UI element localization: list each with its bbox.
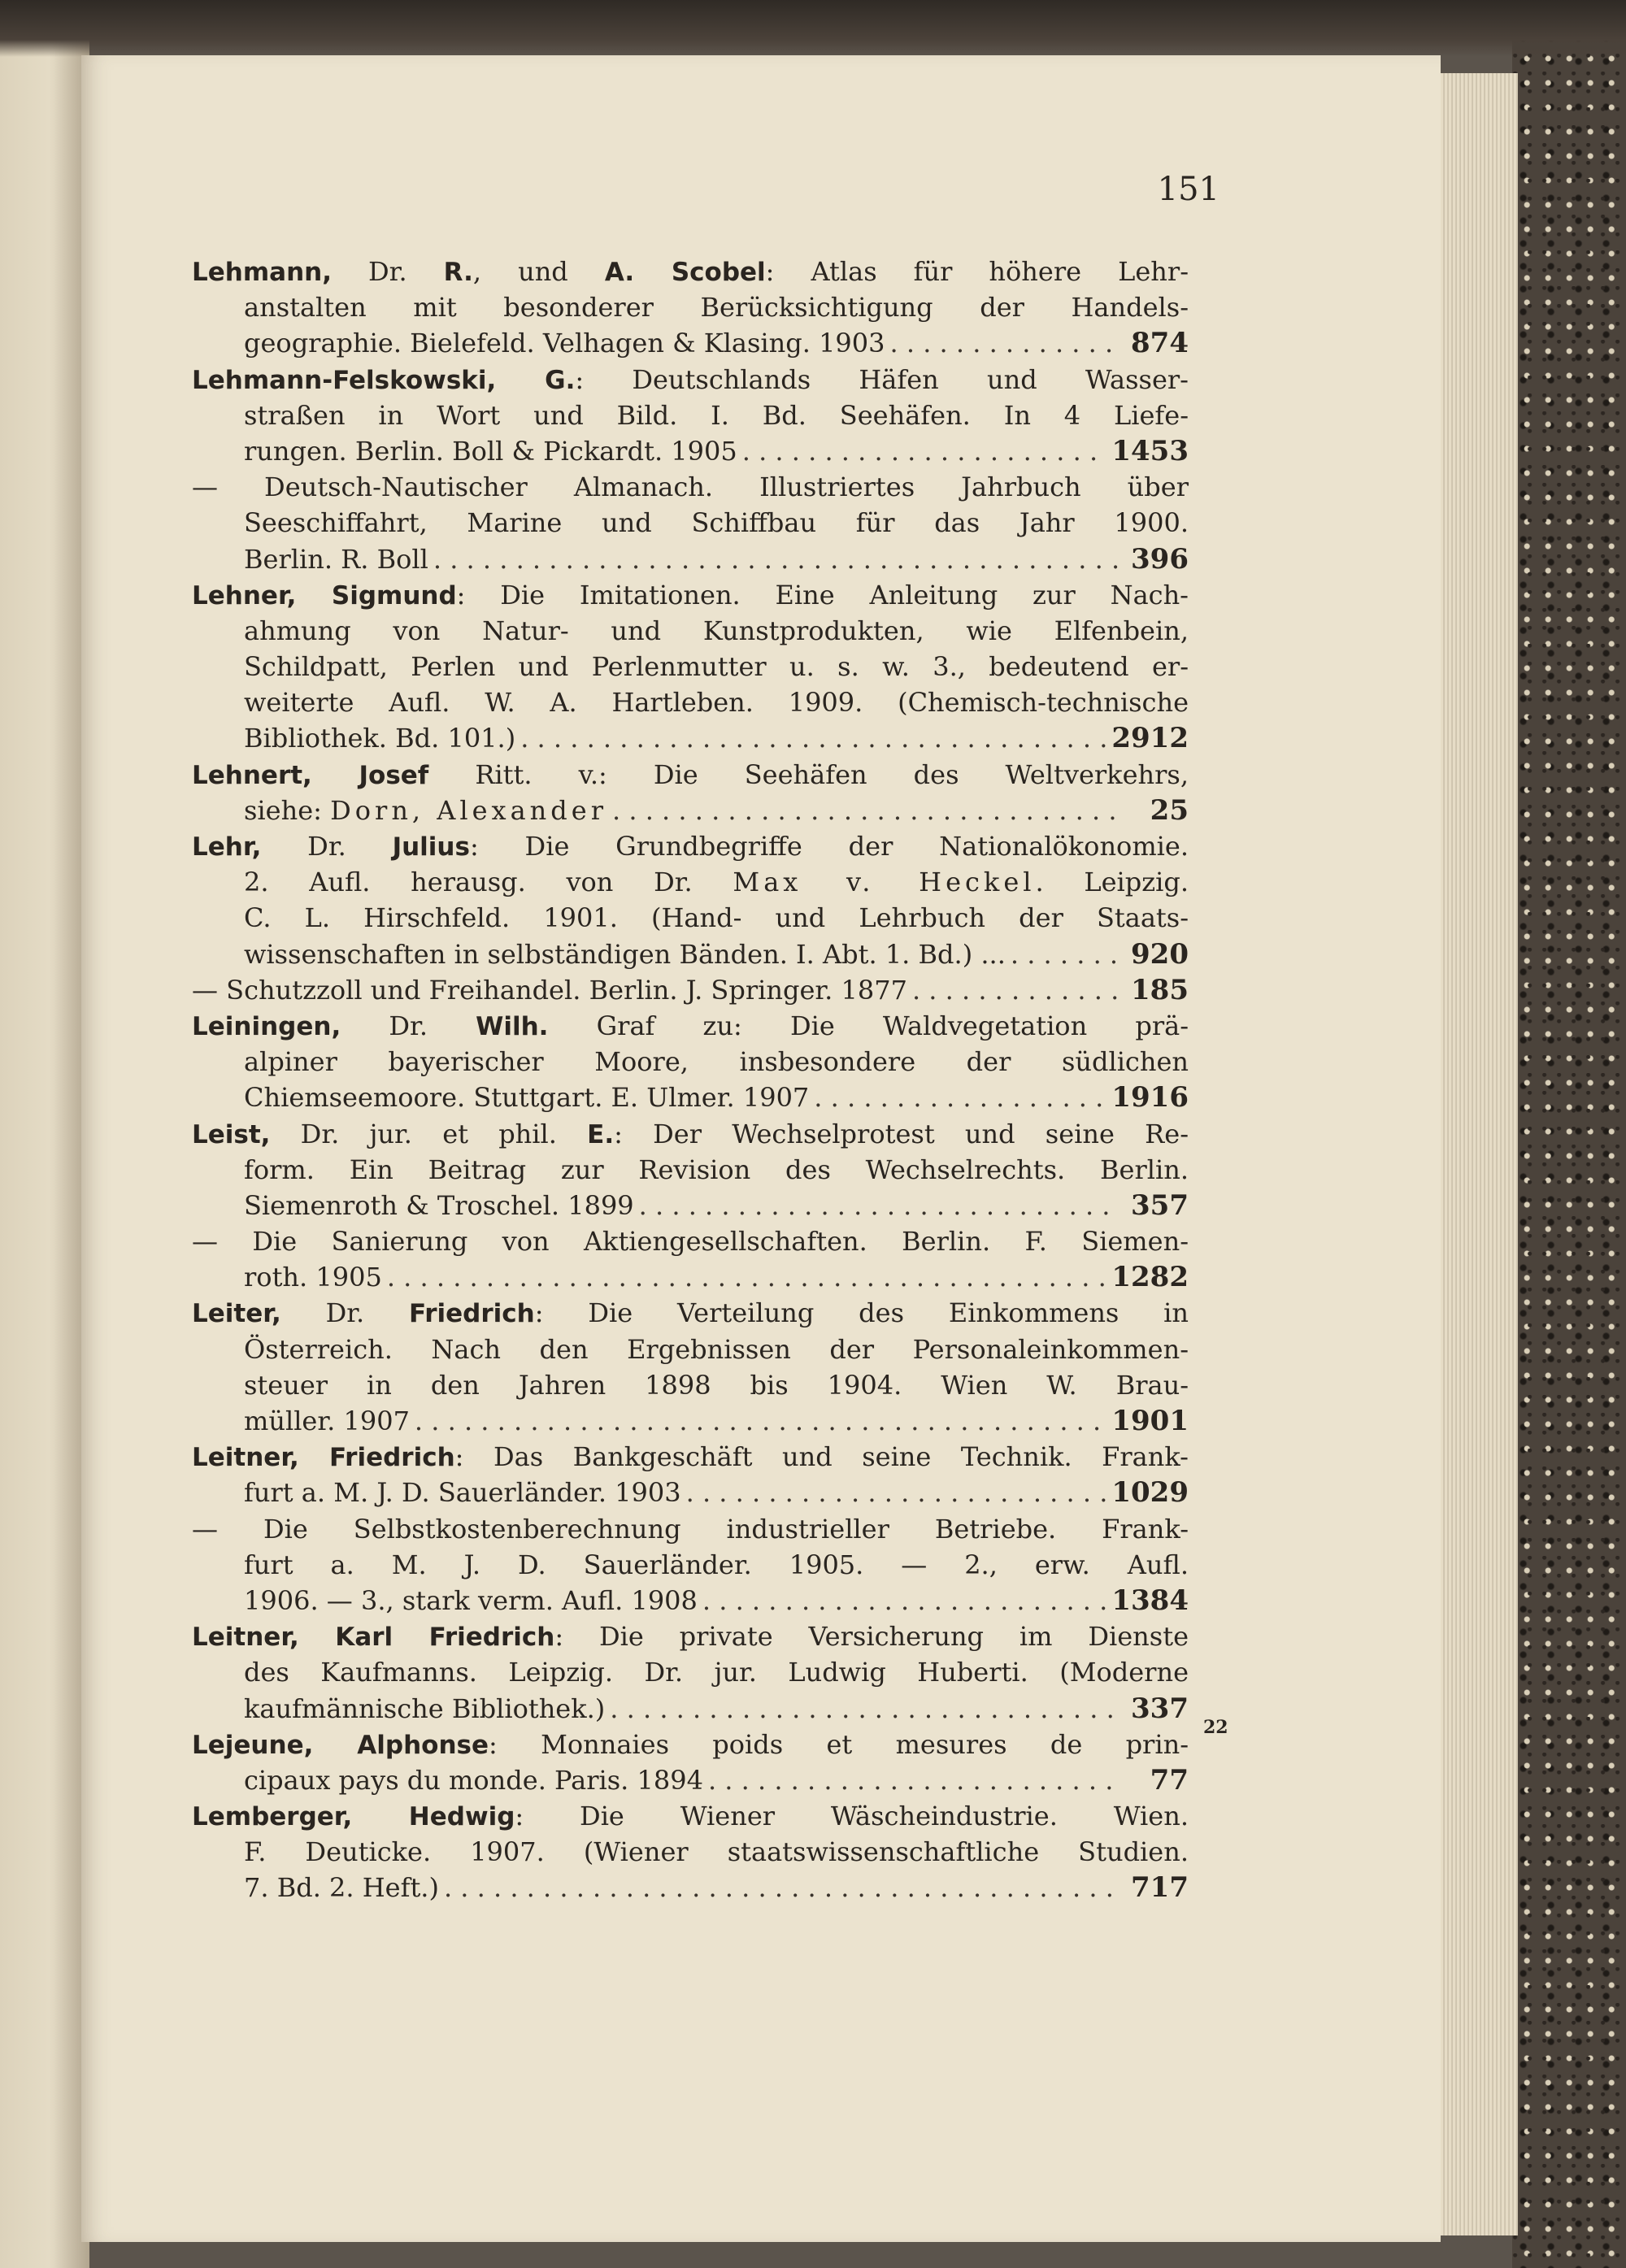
entry-text: — Schutzzoll und Freihandel. Berlin. J. Springer. 1877 xyxy=(192,974,907,1006)
entry-line xyxy=(192,1188,1189,1223)
entry-text: Bibliothek. Bd. 101.) xyxy=(244,723,516,754)
entry-text: kaufmännische Bibliothek.) xyxy=(244,1692,606,1724)
marbled-cover xyxy=(1512,0,1626,2268)
entry-line: Leitner, Friedrich: Das Bankgeschäft und seine Technik. Frank- xyxy=(192,1441,1189,1473)
catalog-number: 396 xyxy=(1131,542,1189,576)
entry-line: weiterte Aufl. W. A. Hartleben. 1909. (Chemisch-technische xyxy=(244,687,1189,719)
catalog-number: 77 xyxy=(1150,1763,1189,1797)
page-number: 151 xyxy=(1157,171,1220,208)
entry-line: F. Deuticke. 1907. (Wiener staatswissenschaftliche Studien. xyxy=(244,1836,1189,1868)
bibliography-entry xyxy=(192,1295,1189,1439)
entry-line: Lehner, Sigmund: Die Imitationen. Eine Anleitung zur Nach- xyxy=(192,579,1189,610)
entry-line: form. Ein Beitrag zur Revision des Wechselrechts. Berlin. xyxy=(244,1154,1189,1185)
bibliography-entry xyxy=(192,1223,1189,1295)
catalog-number: 185 xyxy=(1131,973,1189,1006)
entry-line xyxy=(192,433,1189,469)
entry-line: — Deutsch-Nautischer Almanach. Illustriertes Jahrbuch über xyxy=(192,471,1189,503)
entry-text: Chiemseemoore. Stuttgart. E. Ulmer. 1907 xyxy=(244,1082,810,1114)
entry-line: straßen in Wort und Bild. I. Bd. Seehäfen. In 4 Liefe- xyxy=(244,399,1189,431)
entry-line xyxy=(192,1762,1189,1798)
entry-line: — Die Sanierung von Aktiengesellschaften. Berlin. F. Siemen- xyxy=(192,1226,1189,1258)
dot-leader xyxy=(686,1475,1107,1510)
entry-line: Leiter, Dr. Friedrich: Die Verteilung des Einkommens in xyxy=(192,1297,1189,1329)
entry-line xyxy=(192,972,1189,1008)
entry-text: Berlin. R. Boll xyxy=(244,543,428,575)
dot-leader xyxy=(387,1259,1107,1295)
dot-leader xyxy=(890,325,1120,361)
bibliography-entry xyxy=(192,828,1189,972)
bibliography-entry xyxy=(192,469,1189,577)
entry-line: furt a. M. J. D. Sauerländer. 1905. — 2., erw. Aufl. xyxy=(244,1549,1189,1580)
entry-line: Lehmann-Felskowski, G.: Deutschlands Häfen und Wasser- xyxy=(192,363,1189,395)
bibliography-entry xyxy=(192,972,1189,1008)
entry-line: steuer in den Jahren 1898 bis 1904. Wien W. Brau- xyxy=(244,1369,1189,1401)
entry-text: rungen. Berlin. Boll & Pickardt. 1905 xyxy=(244,435,737,467)
dot-leader xyxy=(1011,936,1119,972)
entry-line: C. L. Hirschfeld. 1901. (Hand- und Lehrbuch der Staats- xyxy=(244,902,1189,934)
bibliography-entry xyxy=(192,1798,1189,1906)
entry-text: furt a. M. J. D. Sauerländer. 1903 xyxy=(244,1477,681,1509)
entry-line: anstalten mit besonderer Berücksichtigung der Handels- xyxy=(244,292,1189,324)
entry-line xyxy=(192,720,1189,756)
entry-line xyxy=(192,1583,1189,1618)
page-block-edges xyxy=(1435,73,1518,2235)
bibliography-entry xyxy=(192,1116,1189,1224)
catalog-number: 337 xyxy=(1131,1692,1189,1725)
entry-line: Lehnert, Josef Ritt. v.: Die Seehäfen des Weltverkehrs, xyxy=(192,758,1189,790)
catalog-number: 1384 xyxy=(1111,1584,1189,1617)
entry-line xyxy=(192,936,1189,972)
margin-note: 22 xyxy=(1203,1717,1228,1738)
entry-line xyxy=(192,1403,1189,1439)
entry-text: wissenschaften in selbständigen Bänden. I. Abt. 1. Bd.) ... xyxy=(244,938,1006,970)
entry-line: Seeschiffahrt, Marine und Schiffbau für das Jahr 1900. xyxy=(244,507,1189,539)
dot-leader xyxy=(742,433,1107,469)
dot-leader xyxy=(702,1583,1106,1618)
catalog-number: 2912 xyxy=(1111,722,1189,755)
top-binding xyxy=(0,0,1626,57)
entry-line: Lejeune, Alphonse: Monnaies poids et mesures de prin- xyxy=(192,1728,1189,1760)
dot-leader xyxy=(433,541,1119,577)
bibliography-entry xyxy=(192,1727,1189,1798)
catalog-number: 1916 xyxy=(1111,1081,1189,1114)
entry-text: roth. 1905 xyxy=(244,1262,382,1293)
entry-line: ahmung von Natur- und Kunstprodukten, wie Elfenbein, xyxy=(244,615,1189,646)
entry-line: Leiningen, Dr. Wilh. Graf zu: Die Waldvegetation prä- xyxy=(192,1010,1189,1041)
entry-line xyxy=(192,793,1189,828)
entry-line xyxy=(192,1080,1189,1115)
bibliography-entry xyxy=(192,1511,1189,1619)
entry-line xyxy=(192,1259,1189,1295)
dot-leader xyxy=(639,1188,1119,1223)
entry-text: 7. Bd. 2. Heft.) xyxy=(244,1872,439,1904)
bibliography-entry xyxy=(192,1439,1189,1510)
dot-leader xyxy=(612,793,1119,828)
bibliography-entry xyxy=(192,1618,1189,1727)
bibliography-entry xyxy=(192,757,1189,828)
dot-leader xyxy=(415,1403,1106,1439)
catalog-number: 357 xyxy=(1131,1188,1189,1222)
catalog-number: 25 xyxy=(1150,793,1189,827)
entry-line: — Die Selbstkostenberechnung industrieller Betriebe. Frank- xyxy=(192,1513,1189,1545)
dot-leader xyxy=(708,1762,1119,1798)
entry-text: siehe: Dorn, Alexander xyxy=(244,794,607,826)
dot-leader xyxy=(444,1870,1119,1905)
entry-line: Leitner, Karl Friedrich: Die private Versicherung im Dienste xyxy=(192,1621,1189,1653)
catalog-number: 717 xyxy=(1131,1871,1189,1905)
entry-line: des Kaufmanns. Leipzig. Dr. jur. Ludwig Huberti. (Moderne xyxy=(244,1657,1189,1688)
catalog-number: 1029 xyxy=(1111,1476,1189,1510)
entry-text: Siemenroth & Troschel. 1899 xyxy=(244,1189,634,1221)
bibliography-entry xyxy=(192,254,1189,362)
dot-leader xyxy=(610,1691,1119,1727)
entry-line xyxy=(192,541,1189,577)
entry-line: Schildpatt, Perlen und Perlenmutter u. s. w. 3., bedeutend er- xyxy=(244,651,1189,683)
entry-line: Lemberger, Hedwig: Die Wiener Wäscheindustrie. Wien. xyxy=(192,1801,1189,1832)
bibliography-list xyxy=(192,254,1189,1906)
dot-leader xyxy=(814,1080,1106,1115)
entry-line xyxy=(192,1870,1189,1905)
entry-line xyxy=(192,325,1189,361)
entry-text: geographie. Bielefeld. Velhagen & Klasing. 1903 xyxy=(244,328,885,359)
catalog-number: 1453 xyxy=(1111,434,1189,467)
entry-text: müller. 1907 xyxy=(244,1406,410,1436)
entry-line: Lehr, Dr. Julius: Die Grundbegriffe der Nationalökonomie. xyxy=(192,831,1189,862)
catalog-number: 1282 xyxy=(1111,1261,1189,1294)
entry-line: 2. Aufl. herausg. von Dr. Max v. Heckel. Leipzig. xyxy=(244,867,1189,898)
bibliography-entry xyxy=(192,577,1189,757)
entry-line: Leist, Dr. jur. et phil. E.: Der Wechselprotest und seine Re- xyxy=(192,1118,1189,1149)
entry-line: alpiner bayerischer Moore, insbesondere der südlichen xyxy=(244,1046,1189,1078)
dot-leader xyxy=(520,720,1106,756)
catalog-number: 874 xyxy=(1131,327,1189,360)
bibliography-entry xyxy=(192,362,1189,470)
entry-line xyxy=(192,1691,1189,1727)
entry-text: 1906. — 3., stark verm. Aufl. 1908 xyxy=(244,1584,698,1616)
catalog-number: 1901 xyxy=(1111,1405,1189,1437)
catalog-number: 920 xyxy=(1131,937,1189,971)
bibliography-entry xyxy=(192,1008,1189,1116)
dot-leader xyxy=(912,972,1119,1008)
entry-line: Österreich. Nach den Ergebnissen der Personaleinkommen- xyxy=(244,1333,1189,1365)
entry-line xyxy=(192,1475,1189,1510)
entry-line: Lehmann, Dr. R., und A. Scobel: Atlas für höhere Lehr- xyxy=(192,256,1189,287)
entry-text: cipaux pays du monde. Paris. 1894 xyxy=(244,1764,703,1796)
